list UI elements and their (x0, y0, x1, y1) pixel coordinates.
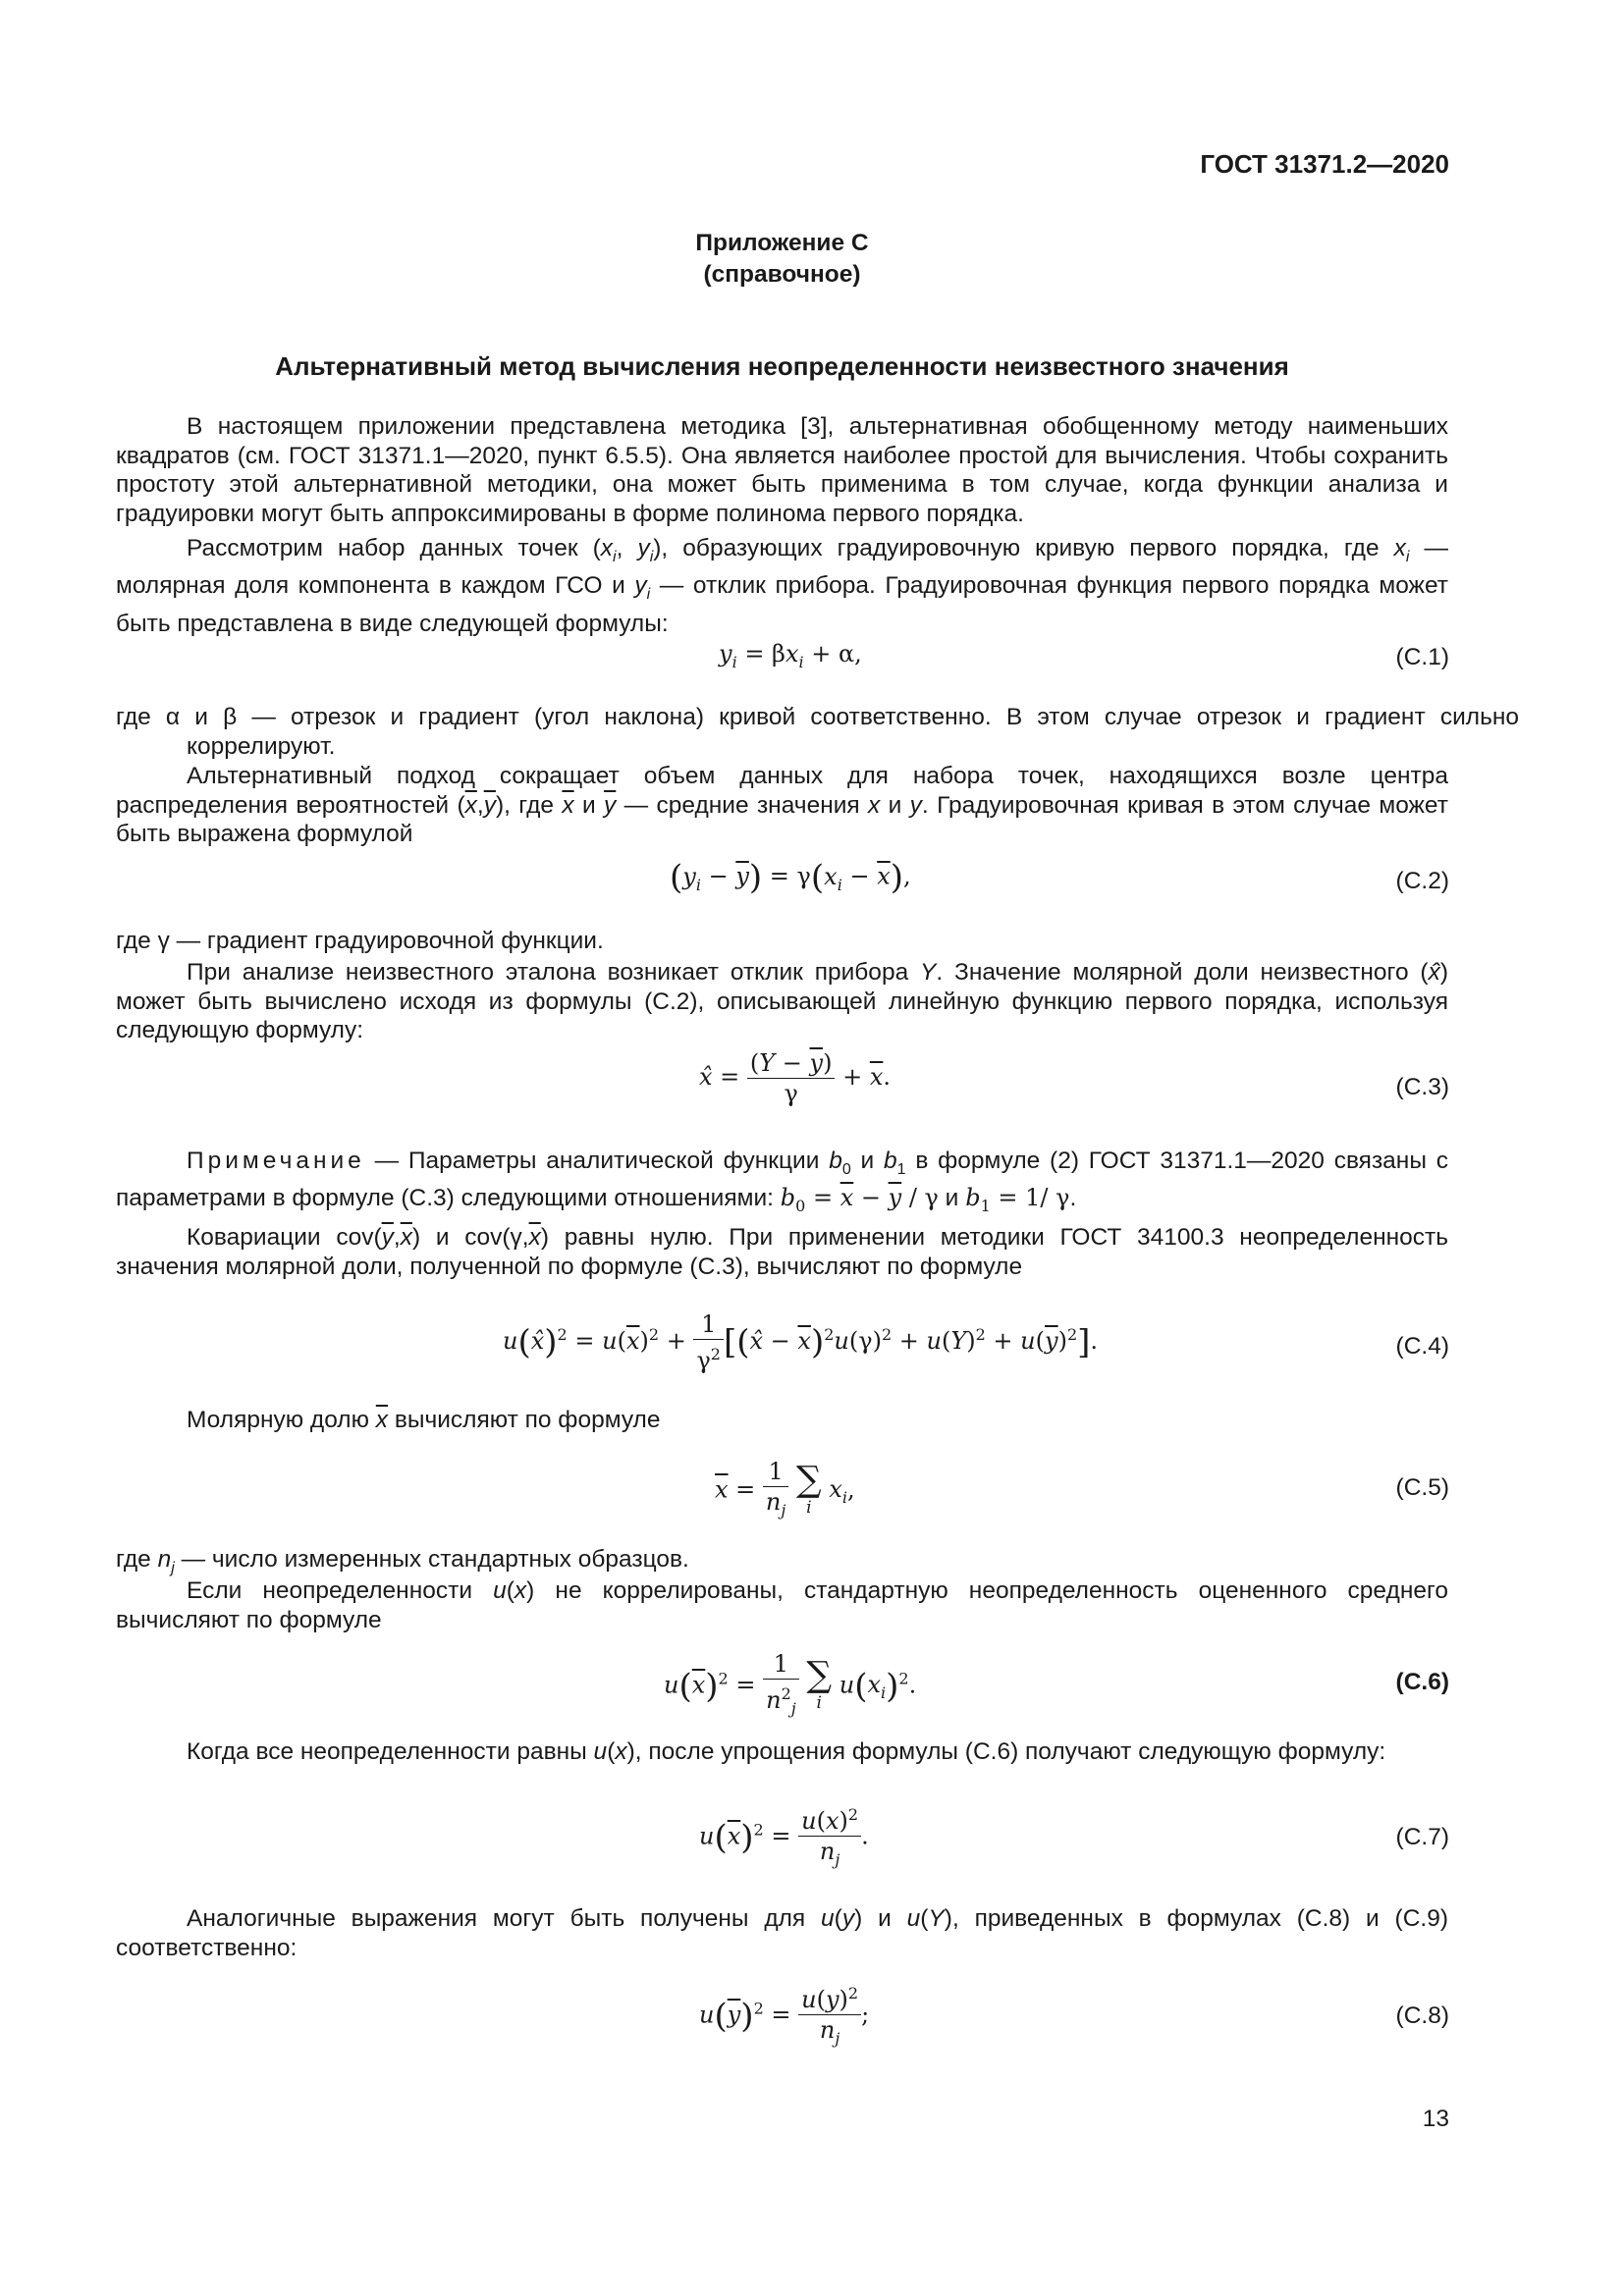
formula-number: (С.8) (1395, 2002, 1449, 2029)
paragraph-analogous: Аналогичные выражения могут быть получены для u(y) и u(Y), приведенных в формулах (С.8) и (С.9) соответственно: (116, 1905, 1448, 1961)
formula-c2: $(y_i - \overline{y}) = \gamma(x_i - \overline{x})$, (670, 858, 911, 897)
paragraph-intro: В настоящем приложении представлена методика [3], альтернативная обобщенному методу наименьших квадратов (см. ГОСТ 31371.1—2020, пункт 6.5.5). Она является наиболее простой для вычисления. Чтобы сохранить простоту этой альтернативной методики, она может быть применима в том случае, когда функции анализа и градуировки могут быть аппроксимированы в форме полинома первого порядка. (116, 413, 1448, 527)
formula-number: (С.7) (1395, 1824, 1449, 1850)
formula-number: (С.3) (1395, 1074, 1449, 1100)
formula-number: (С.4) (1395, 1333, 1449, 1360)
formula-c5: $\overline{x}$ = $\frac{1}{n_j}$ ∑ i $x_i$, (715, 1458, 855, 1520)
formula-number: (С.5) (1395, 1474, 1449, 1501)
annex-label: Приложение С (695, 230, 869, 256)
formula-c1: $y_i = \beta x_i + \alpha$, (719, 640, 862, 671)
page-number: 13 (1422, 2106, 1449, 2132)
document-header: ГОСТ 31371.2—2020 (1200, 149, 1449, 179)
note-parameters: Примечание — Параметры аналитической функции $b_0$ и $b_1$ в формуле (2) ГОСТ 31371.1—2020 связаны с параметрами в формуле (С.3) следующими отношениями: $b_0 = \overline{x} - \overline{y} / \gamma$ и $b_1 = 1/$ γ. (116, 1148, 1448, 1216)
formula-c4: u(x̂)$^2$ = $u(\overline{x})^2$ + $\frac{1}{\gamma^2}$ [(x̂ − $\overline{x})^2u(\gamma)^2 + u(Y)^2 + u(\overline{y})^2$]. (503, 1310, 1099, 1374)
paragraph-uncorrelated: Если неопределенности u(x) не коррелированы, стандартную неопределенность оцененного среднего вычисляют по формуле (116, 1577, 1448, 1633)
paragraph-alternative-approach: Альтернативный подход сокращает объем данных для набора точек, находящихся возле центра распределения вероятностей $(\overline{x},\overline{y})$, где $\overline{x}$ и $\overline{y}$ — средние значения x и y. Градуировочная кривая в этом случае может быть выражена формулой (116, 763, 1448, 847)
paragraph-data-points: Рассмотрим набор данных точек ($x_i$, $y_i$), образующих градуировочную кривую первого порядка, где $x_i$ — молярная доля компонента в каждом ГСО и $y_i$ — отклик прибора. Градуировочная функция первого порядка может быть представлена в виде следующей формулы: (116, 535, 1449, 637)
formula-c3: x̂ = $\frac{(Y - \overline{y})}{\gamma}$ + $\overline{x}$. (699, 1049, 892, 1107)
formula-number: (С.1) (1395, 644, 1449, 670)
formula-c6: $u(\overline{x})^2$ = $\frac{1}{n^2_j}$ ∑ i $u(x_i)^2$. (664, 1650, 917, 1718)
annex-type: (справочное) (703, 261, 861, 288)
paragraph-covariances: Ковариации $cov(\overline{y},\overline{x})$ и $cov(\gamma,\overline{x})$ равны нулю. При применении методики ГОСТ 34100.3 неопределенность значения молярной доли, полученной по формуле (С.3), вычисляют по формуле (116, 1224, 1448, 1280)
formula-number: (С.2) (1395, 868, 1449, 894)
annex-heading (116, 228, 1448, 291)
paragraph-molar-fraction: Молярную долю $\overline{x}$ вычисляют по формуле (187, 1407, 661, 1433)
paragraph-simplification: Когда все неопределенности равны u(x), после упрощения формулы (С.6) получают следующую формулу: (187, 1738, 1386, 1765)
formula-c8: $u(\overline{y})^2$ = $\frac{u(y)^2}{n_j}$ ; (699, 1979, 869, 2054)
paragraph-unknown-sample: При анализе неизвестного эталона возникает отклик прибора Y. Значение молярной доли неизвестного (x̂) может быть вычислено исходя из формулы (С.2), описывающей линейную функцию первого порядка, используя следующую формулу: (116, 959, 1449, 1043)
formula-c7: $u(\overline{x})^2$ = $\frac{u(x)^2}{n_j}$ . (699, 1800, 869, 1875)
section-title: Альтернативный метод вычисления неопределенности неизвестного значения (275, 351, 1289, 381)
paragraph-where-nj: где $n_j$ — число измеренных стандартных образцов. (116, 1546, 689, 1576)
paragraph-where-alpha-beta: где α и β — отрезок и градиент (угол наклона) кривой соответственно. В этом случае отрезок и градиент сильно коррелируют. (116, 704, 1519, 760)
paragraph-where-gamma: где γ — градиент градуировочной функции. (116, 928, 604, 954)
formula-number: (С.6) (1395, 1669, 1449, 1695)
